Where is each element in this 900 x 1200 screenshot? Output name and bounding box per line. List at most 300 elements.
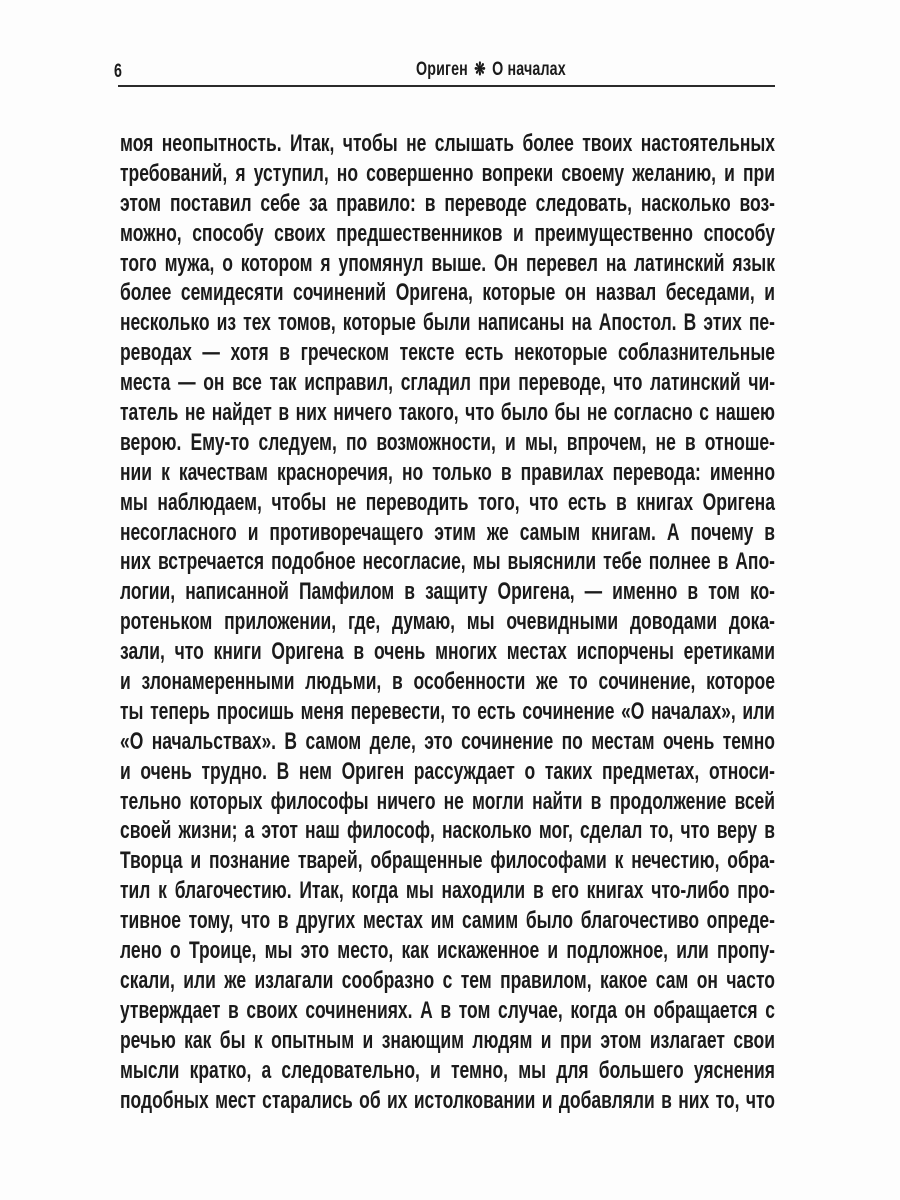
word: Он [493, 249, 519, 277]
word: есть [464, 339, 504, 367]
word: своей [120, 817, 172, 845]
word: Апо- [735, 548, 775, 576]
word: тебе [603, 548, 642, 576]
word: предшественников [336, 219, 503, 247]
word: познание [209, 847, 290, 875]
word: в [277, 907, 289, 935]
word: Ориген [341, 757, 405, 785]
text-line [120, 846, 775, 876]
word: к [161, 458, 170, 486]
word: защиту [425, 578, 488, 606]
text-line [120, 189, 775, 219]
word: что [529, 488, 559, 516]
word: только [432, 458, 492, 486]
word: не [184, 399, 206, 427]
word: тем [460, 966, 492, 994]
word: излагали [254, 966, 334, 994]
word: сочинение [522, 697, 615, 725]
word: подобных [120, 1086, 209, 1114]
word: мы [518, 1056, 547, 1084]
word: начальствах». [151, 727, 277, 755]
word: в [227, 996, 239, 1024]
word: бы [219, 1026, 246, 1054]
text-line [120, 906, 775, 936]
word: началах», [650, 697, 736, 725]
word: находили [441, 877, 526, 905]
word: того [120, 249, 157, 277]
word: уступил, [253, 159, 329, 187]
word: мы [120, 488, 148, 516]
word: людьми, [305, 668, 382, 696]
word: сам [655, 966, 689, 994]
word: он [203, 369, 225, 397]
word: опытным [271, 1026, 355, 1054]
word: этим [434, 518, 476, 546]
word: многих [435, 638, 497, 666]
word: по [345, 428, 368, 456]
word: он [564, 279, 587, 307]
word: в [764, 518, 776, 546]
word: чи- [748, 369, 776, 397]
word: в [353, 638, 365, 666]
word: он [624, 996, 646, 1024]
word: ты [120, 697, 144, 725]
word: и [724, 159, 735, 187]
word: согласно [613, 399, 693, 427]
word: кратко, [189, 1056, 252, 1084]
word: вопреки [481, 159, 554, 187]
word: что [465, 399, 495, 427]
word: перевода: [612, 458, 701, 486]
word: неопытность. [161, 130, 282, 157]
word: местах [506, 638, 567, 666]
flower-ornament-icon: ❋ [474, 59, 486, 79]
word: томов, [277, 309, 336, 337]
word: логии, [120, 578, 176, 606]
word: продолжение [609, 787, 727, 815]
text-line [120, 816, 775, 846]
word: было [500, 399, 549, 427]
word: этом [600, 1026, 642, 1054]
word: них [678, 1086, 710, 1114]
word: скали, [120, 966, 175, 994]
word: опреде- [706, 907, 775, 935]
word: Оригена, [395, 279, 473, 307]
word: жизни; [178, 817, 238, 845]
word: истолковании [413, 1086, 536, 1114]
word: очень [140, 757, 192, 785]
word: есть [567, 488, 607, 516]
word: когда [570, 996, 617, 1024]
text-line [120, 876, 775, 906]
word: о [222, 249, 233, 277]
text-line [120, 219, 775, 249]
word: что [241, 907, 271, 935]
word: в [278, 399, 290, 427]
word: которые [482, 279, 556, 307]
word: в [661, 1086, 672, 1114]
word: темно, [450, 1056, 509, 1084]
word: Апостол. [598, 309, 677, 337]
running-head-title: О началах [492, 59, 566, 80]
word: мы [466, 608, 495, 636]
word: совершенно [366, 159, 474, 187]
text-line [120, 547, 775, 577]
word: А [420, 996, 433, 1024]
word: в [532, 877, 544, 905]
word: написанной [185, 578, 289, 606]
text-line [120, 428, 775, 458]
text-line [120, 697, 775, 727]
word: когда [351, 877, 399, 905]
word: в [424, 189, 436, 217]
word: мест [215, 1086, 256, 1114]
text-line [120, 249, 775, 279]
text-line [120, 368, 775, 398]
word: найдет [211, 399, 272, 427]
word: я [235, 159, 246, 187]
word: красноречия, [276, 458, 393, 486]
word: В [284, 727, 298, 755]
word: следовать, [535, 189, 633, 217]
word: которые [342, 309, 416, 337]
word: тому, [188, 907, 234, 935]
word: — [584, 578, 603, 606]
word: добавляли [558, 1086, 655, 1114]
word: Памфилом [298, 578, 395, 606]
word: правилом, [500, 966, 592, 994]
word: несогласного [120, 518, 237, 546]
word: просишь [216, 697, 295, 725]
word: не [443, 787, 464, 815]
word: из [216, 309, 237, 337]
word: встречается [158, 548, 265, 576]
word: способу [703, 219, 775, 247]
word: где, [347, 608, 381, 636]
word: же [536, 668, 558, 696]
word: книгах [586, 877, 644, 905]
word: местам [591, 727, 655, 755]
word: особенности [413, 668, 526, 696]
word: В [683, 309, 697, 337]
word: обра- [727, 847, 775, 875]
text-line [120, 1056, 775, 1086]
word: случае, [498, 996, 563, 1024]
word: но [401, 458, 424, 486]
text-line [120, 488, 775, 518]
word: то [568, 668, 588, 696]
header-rule [118, 85, 775, 87]
word: именно [709, 458, 775, 486]
word: правило: [336, 189, 416, 217]
word: моя [120, 130, 154, 157]
word: своих [246, 996, 298, 1024]
word: что [745, 1086, 775, 1114]
word: насколько [640, 189, 731, 217]
word: мы [405, 877, 434, 905]
word: верою. [120, 428, 182, 456]
word: самом [305, 727, 362, 755]
word: уяснения [693, 1056, 775, 1084]
word: в [764, 817, 776, 845]
word: Оригена [702, 488, 775, 516]
word: А [666, 518, 680, 546]
word: что-либо [651, 877, 730, 905]
word: как [184, 1026, 212, 1054]
word: ничего [333, 399, 393, 427]
word: именно [612, 578, 678, 606]
word: язык [732, 249, 775, 277]
word: переводе, [518, 369, 606, 397]
word: том [458, 996, 491, 1024]
word: так [269, 369, 297, 397]
word: более [522, 130, 574, 157]
word: в [404, 578, 416, 606]
word: несколько [120, 309, 210, 337]
word: по [561, 727, 583, 755]
word: них [120, 548, 152, 576]
word: в [616, 488, 627, 516]
word: местах [362, 907, 423, 935]
word: которое [706, 668, 775, 696]
word: книгах [636, 488, 694, 516]
word: и [764, 279, 776, 307]
word: большего [598, 1056, 684, 1084]
word: несогласие, [362, 548, 466, 576]
word: переводе [444, 189, 527, 217]
word: рассуждает [413, 757, 515, 785]
word: самым [519, 518, 581, 546]
word: сочинениях. [305, 996, 413, 1024]
word: нашею [715, 399, 775, 427]
word: исправил, [304, 369, 394, 397]
word: речью [120, 1026, 176, 1054]
word: ничего [376, 787, 436, 815]
word: твоих [582, 130, 633, 157]
word: очень [373, 638, 426, 666]
word: беседами, [665, 279, 755, 307]
word: тексте [399, 339, 455, 367]
word: — [178, 369, 196, 397]
word: и [120, 668, 131, 696]
word: бы [554, 399, 581, 427]
word: упомянул [338, 249, 424, 277]
word: в [279, 339, 291, 367]
word: обращенные [370, 847, 483, 875]
word: самим [461, 907, 519, 935]
word: в [684, 428, 696, 456]
word: латинский [633, 249, 725, 277]
word: не [406, 130, 427, 157]
word: — [202, 339, 220, 367]
word: мы, [524, 428, 558, 456]
word: и [120, 757, 131, 785]
word: как [401, 937, 429, 965]
word: к [253, 1026, 263, 1054]
word: Оригена, [497, 578, 575, 606]
word: и [362, 1026, 374, 1054]
word: нии [120, 458, 153, 486]
word: латинский [650, 369, 741, 397]
word: сочинение, [598, 668, 696, 696]
word: или [676, 937, 709, 965]
word: к [614, 847, 624, 875]
word: очень [662, 727, 715, 755]
word: более [120, 279, 172, 307]
word: этот [261, 817, 298, 845]
word: то, [649, 817, 674, 845]
word: про- [737, 877, 775, 905]
word: и [513, 219, 524, 247]
word: пе- [748, 309, 775, 337]
word: подложное, [566, 937, 668, 965]
word: обращается [653, 996, 758, 1024]
running-head-author: Ориген [416, 59, 468, 80]
word: лено [120, 937, 162, 965]
text-line [120, 398, 775, 428]
word: перевести, [350, 697, 446, 725]
word: при [478, 369, 511, 397]
word: того, [478, 488, 520, 516]
word: котором [240, 249, 313, 277]
word: место, [337, 937, 394, 965]
word: темно [722, 727, 775, 755]
word: при [559, 1026, 592, 1054]
word: могли [472, 787, 525, 815]
word: Троице, [188, 937, 257, 965]
word: Оригена [271, 638, 344, 666]
word: подобное [271, 548, 356, 576]
word: впрочем, [566, 428, 647, 456]
word: а [244, 817, 255, 845]
word: требований, [120, 159, 228, 187]
word: ко- [749, 578, 775, 606]
word: приложении, [224, 608, 337, 636]
word: не [586, 399, 608, 427]
word: с [699, 399, 709, 427]
word: следуем, [258, 428, 337, 456]
text-line [120, 159, 775, 189]
word: за [309, 189, 328, 217]
running-head [416, 59, 566, 81]
word: насколько [441, 817, 532, 845]
word: же [224, 966, 247, 994]
text-line [120, 787, 775, 817]
word: следовательно, [281, 1056, 420, 1084]
word: его [551, 877, 579, 905]
word: были [422, 309, 471, 337]
word: выяснили [507, 548, 597, 576]
word: том [708, 578, 740, 606]
text-line [120, 308, 775, 338]
word: «О [120, 727, 144, 755]
text-line [120, 458, 775, 488]
text-line [120, 278, 775, 308]
text-line [120, 966, 775, 996]
word: людям [472, 1026, 533, 1054]
word: чтобы [271, 488, 327, 516]
word: других [296, 907, 356, 935]
word: в [687, 578, 699, 606]
word: что [613, 369, 643, 397]
word: такого, [398, 399, 459, 427]
body-text [120, 129, 775, 1115]
word: философ, [347, 817, 435, 845]
word: утверждает [120, 996, 221, 1024]
word: этом [120, 189, 162, 217]
word: правилах [520, 458, 604, 486]
word: об [359, 1086, 381, 1114]
word: в [590, 787, 602, 815]
word: качествам [178, 458, 268, 486]
word: Творца [120, 847, 183, 875]
word: настоятельных [640, 130, 776, 157]
word: сделал [579, 817, 643, 845]
word: и [190, 847, 202, 875]
word: на [605, 249, 627, 277]
word: преимущественно [534, 219, 693, 247]
word: теперь [150, 697, 211, 725]
word: искаженное [436, 937, 540, 965]
word: своему [561, 159, 625, 187]
text-line [120, 518, 775, 548]
word: в [440, 996, 452, 1024]
word: какое [599, 966, 648, 994]
word: хотя [230, 339, 269, 367]
word: реводах [120, 339, 192, 367]
word: отноше- [704, 428, 775, 456]
word: таких [544, 757, 593, 785]
word: книги [213, 638, 262, 666]
word: написаны [477, 309, 565, 337]
word: или [742, 697, 775, 725]
word: мужа, [164, 249, 215, 277]
word: еретиками [683, 638, 775, 666]
word: деле, [369, 727, 416, 755]
word: воз- [739, 189, 775, 217]
word: и [540, 1026, 552, 1054]
page-number: 6 [114, 61, 122, 82]
word: не [655, 428, 676, 456]
word: при [743, 159, 775, 187]
word: о [170, 937, 181, 965]
word: семидесяти [180, 279, 284, 307]
word: мы [264, 937, 293, 965]
word: нем [298, 757, 332, 785]
word: наш [305, 817, 340, 845]
word: ротеньком [120, 608, 213, 636]
word: это [300, 937, 330, 965]
word: В [276, 757, 290, 785]
word: чтобы [342, 130, 398, 157]
word: тельно [120, 787, 182, 815]
word: желанию, [632, 159, 716, 187]
word: есть [477, 697, 516, 725]
word: излагает [649, 1026, 725, 1054]
word: найти [532, 787, 583, 815]
word: а [261, 1056, 272, 1084]
word: и [541, 1086, 553, 1114]
text-line [120, 338, 775, 368]
word: благочестиво [580, 907, 700, 935]
word: «О [621, 697, 645, 725]
word: некоторые [514, 339, 608, 367]
word: их [386, 1086, 408, 1114]
word: Итак, [289, 130, 335, 157]
word: Итак, [299, 877, 344, 905]
word: всей [734, 787, 775, 815]
word: часто [726, 966, 775, 994]
